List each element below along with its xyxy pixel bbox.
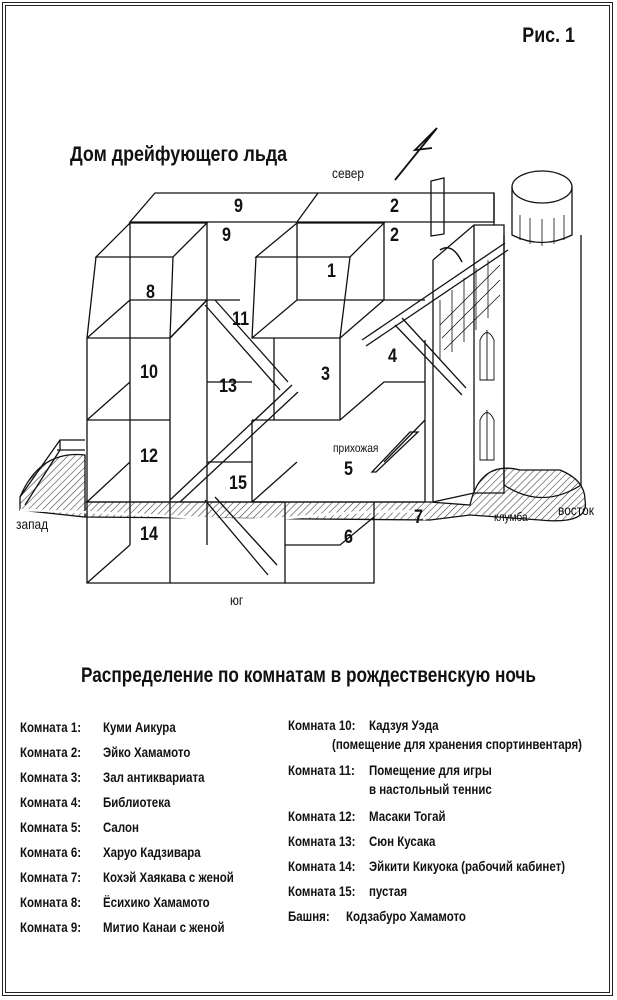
occupant-note: в настольный теннис	[369, 781, 492, 797]
room-number: Комната 2:	[20, 744, 82, 760]
room-label-8: 8	[146, 282, 155, 303]
occupant: Салон	[103, 819, 139, 835]
chimney	[431, 178, 444, 236]
room-label-9: 9	[222, 225, 231, 246]
room-number: Комната 7:	[20, 869, 82, 885]
occupant: Эйко Хамамото	[103, 744, 191, 760]
flowerbed-label: клумба	[494, 510, 528, 524]
occupant: пустая	[369, 883, 408, 899]
room-number: Комната 9:	[20, 919, 82, 935]
occupant: Митио Канаи с женой	[103, 919, 225, 935]
occupant: Кохэй Хаякава с женой	[103, 869, 234, 885]
occupant: Кадзуя Уэда	[369, 717, 439, 733]
direction-east: восток	[558, 502, 594, 518]
room-number: Комната 13:	[288, 833, 356, 849]
room-number: Комната 8:	[20, 894, 82, 910]
stairs-right	[395, 318, 466, 395]
room-label-6: 6	[344, 527, 353, 548]
room-number: Башня:	[288, 908, 330, 924]
room-number: Комната 1:	[20, 719, 82, 735]
door-swing-arrow-icon	[440, 248, 462, 262]
room-number: Комната 12:	[288, 808, 356, 824]
room-1-box	[252, 223, 384, 338]
tower-ribs	[520, 215, 564, 246]
room-5-box	[252, 300, 425, 502]
room-number: Комната 3:	[20, 769, 82, 785]
occupant: Куми Аикура	[103, 719, 176, 735]
room-number: Комната 4:	[20, 794, 82, 810]
room-label-10: 10	[140, 362, 158, 383]
room-label-4: 4	[388, 346, 397, 367]
occupant: Эйкити Кикуока (рабочий кабинет)	[369, 858, 566, 874]
room-label-14: 14	[140, 524, 158, 545]
middle-column	[170, 300, 285, 583]
direction-west: запад	[16, 516, 49, 532]
direction-south: юг	[230, 592, 244, 608]
tower	[504, 235, 581, 498]
north-arrow-icon	[395, 128, 437, 180]
occupant: Помещение для игры	[369, 762, 492, 778]
legend-heading: Распределение по комнатам в рождественскую ночь	[80, 664, 537, 687]
room-label-2: 2	[390, 225, 399, 246]
room-label-9-upper: 9	[234, 196, 243, 217]
room-label-2-upper: 2	[390, 196, 399, 217]
tower-top	[512, 171, 572, 203]
legend-row	[20, 719, 81, 735]
room-label-3: 3	[321, 364, 330, 385]
occupant-note: (помещение для хранения спортинвентаря)	[332, 736, 583, 752]
room-number: Комната 6:	[20, 844, 82, 860]
back-wall	[130, 193, 494, 222]
room-label-13: 13	[219, 376, 237, 397]
occupant: Ёсихико Хамамото	[103, 894, 210, 910]
room-8-box	[87, 223, 207, 338]
occupant: Библиотека	[103, 794, 171, 810]
hall-label: прихожая	[333, 441, 379, 455]
diagram-title: Дом дрейфующего льда	[70, 143, 288, 166]
figure-label: Рис. 1	[522, 24, 575, 47]
room-number: Комната 14:	[288, 858, 356, 874]
room-number: Комната 11:	[288, 762, 355, 778]
wing-windows	[480, 330, 494, 460]
direction-north: север	[332, 165, 364, 181]
room-number: Комната 15:	[288, 883, 356, 899]
room-label-12: 12	[140, 446, 158, 467]
room-label-7: 7	[414, 507, 423, 528]
occupant: Масаки Тогай	[369, 808, 446, 824]
room-label-11: 11	[232, 309, 250, 330]
room-number: Комната 10:	[288, 717, 356, 733]
occupant: Харуо Кадзивара	[103, 844, 201, 860]
room-label-1: 1	[327, 261, 336, 282]
occupant: Кодзабуро Хамамото	[346, 908, 466, 924]
occupant: Сюн Кусака	[369, 833, 436, 849]
occupant: Зал антиквариата	[103, 769, 205, 785]
room-number: Комната 5:	[20, 819, 82, 835]
room-label-5: 5	[344, 459, 353, 480]
room-label-15: 15	[229, 473, 247, 494]
stair-wing	[433, 193, 504, 502]
